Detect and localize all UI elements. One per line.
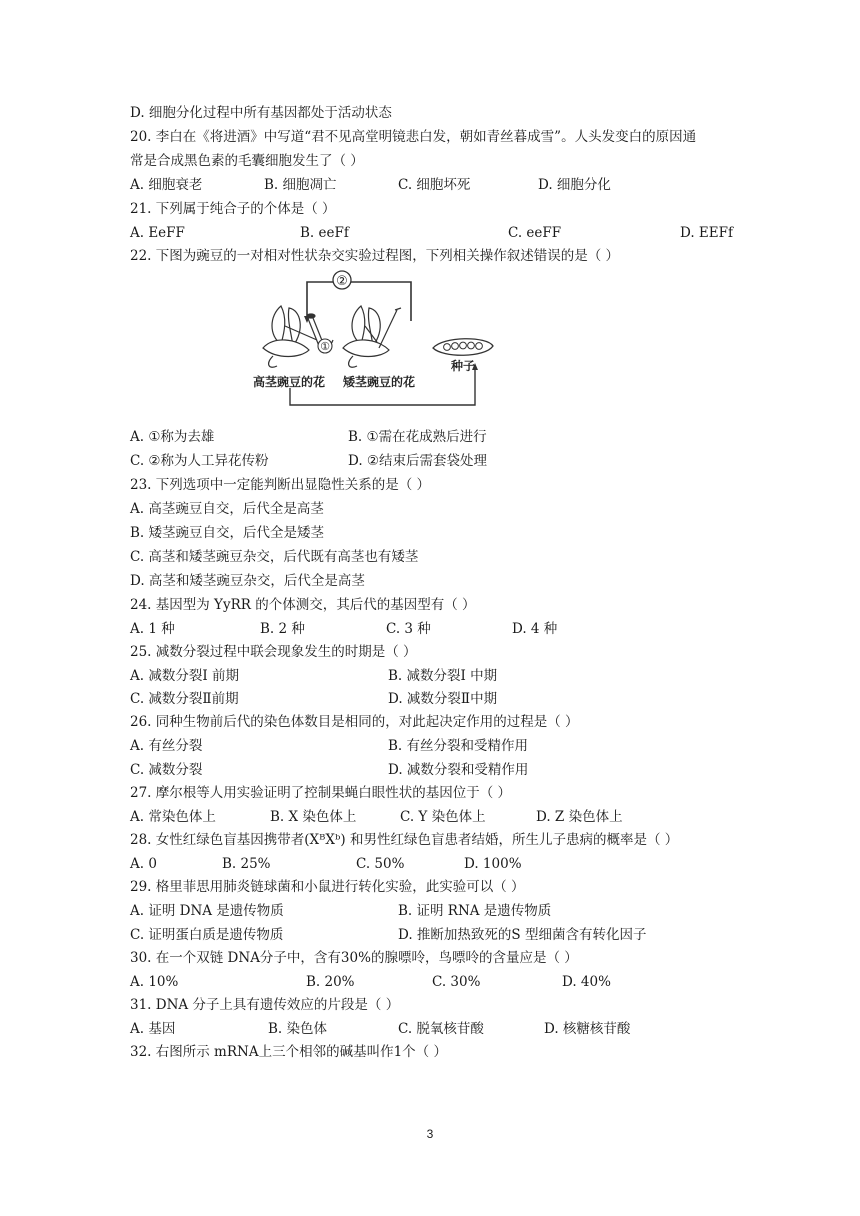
option: C. 高茎和矮茎豌豆杂交，后代既有高茎也有矮茎 bbox=[130, 549, 419, 565]
option: D. 减数分裂和受精作用 bbox=[388, 762, 529, 778]
question-30: 30. 在一个双链 DNA分子中，含有30%的腺嘌呤，鸟嘌呤的含量应是（ ） bbox=[130, 950, 578, 966]
option: B. 25% bbox=[222, 856, 271, 872]
question-25: 25. 减数分裂过程中联会现象发生的时期是（ ） bbox=[130, 644, 417, 660]
question-29: 29. 格里菲思用肺炎链球菌和小鼠进行转化实验，此实验可以（ ） bbox=[130, 879, 525, 895]
option: B. X 染色体上 bbox=[270, 809, 357, 825]
option: D. 减数分裂Ⅱ中期 bbox=[388, 691, 498, 707]
option: A. 证明 DNA 是遗传物质 bbox=[130, 903, 284, 919]
option: A. ①称为去雄 bbox=[130, 429, 215, 445]
option: D. Z 染色体上 bbox=[536, 809, 623, 825]
option: B. 2 种 bbox=[260, 621, 305, 637]
option: B. 细胞凋亡 bbox=[264, 177, 337, 193]
option: A. 0 bbox=[130, 856, 157, 872]
option: C. 3 种 bbox=[386, 621, 431, 637]
question-32: 32. 右图所示 mRNA上三个相邻的碱基叫作1个（ ） bbox=[130, 1044, 447, 1060]
option: D. 4 种 bbox=[512, 621, 558, 637]
option: C. 细胞坏死 bbox=[398, 177, 471, 193]
option: D. 细胞分化 bbox=[538, 177, 611, 193]
option: D. ②结束后需套袋处理 bbox=[348, 453, 488, 469]
option: A. 基因 bbox=[130, 1021, 176, 1037]
option: A. 有丝分裂 bbox=[130, 738, 203, 754]
option: C. 30% bbox=[432, 974, 481, 990]
question-20: 20. 李白在《将进酒》中写道“君不见高堂明镜悲白发，朝如青丝暮成雪”。人头发变白的原因通 bbox=[130, 129, 697, 145]
option: B. eeFf bbox=[300, 225, 349, 241]
tall-flower-label: 高茎豌豆的花 bbox=[253, 375, 326, 389]
question-27: 27. 摩尔根等人用实验证明了控制果蝇白眼性状的基因位于（ ） bbox=[130, 785, 512, 801]
option: D. EEFf bbox=[680, 225, 733, 241]
tall-pea-flower-drawing bbox=[263, 306, 333, 367]
question-21: 21. 下列属于纯合子的个体是（ ） bbox=[130, 201, 336, 217]
seed-pod-drawing bbox=[433, 339, 493, 356]
option: C. 50% bbox=[356, 856, 405, 872]
option: A. 1 种 bbox=[130, 621, 175, 637]
option: B. 证明 RNA 是遗传物质 bbox=[398, 903, 552, 919]
option: A. EeFF bbox=[130, 225, 185, 241]
option: C. 减数分裂Ⅱ前期 bbox=[130, 691, 239, 707]
option: D. 40% bbox=[562, 974, 611, 990]
step-1-mark: ① bbox=[320, 340, 330, 353]
option: D. 推断加热致死的S 型细菌含有转化因子 bbox=[398, 927, 647, 943]
option: B. ①需在花成熟后进行 bbox=[348, 429, 487, 445]
step-2-mark: ② bbox=[336, 274, 348, 289]
pea-cross-figure bbox=[245, 266, 495, 412]
option: B. 减数分裂Ⅰ 中期 bbox=[388, 668, 498, 684]
option: C. 证明蛋白质是遗传物质 bbox=[130, 927, 284, 943]
option: A. 减数分裂Ⅰ 前期 bbox=[130, 668, 239, 684]
question-22: 22. 下图为豌豆的一对相对性状杂交实验过程图，下列相关操作叙述错误的是（ ） bbox=[130, 248, 620, 264]
question-24: 24. 基因型为 YyRR 的个体测交，其后代的基因型有（ ） bbox=[130, 597, 476, 613]
question-23: 23. 下列选项中一定能判断出显隐性关系的是（ ） bbox=[130, 477, 431, 493]
option: C. Y 染色体上 bbox=[400, 809, 486, 825]
option: A. 细胞衰老 bbox=[130, 177, 203, 193]
short-flower-label: 矮茎豌豆的花 bbox=[343, 375, 416, 389]
page-number: 3 bbox=[426, 1127, 434, 1141]
option: A. 10% bbox=[130, 974, 179, 990]
question-20-cont: 常是合成黑色素的毛囊细胞发生了（ ） bbox=[130, 153, 364, 169]
option: D. 核糖核苷酸 bbox=[544, 1021, 631, 1037]
short-pea-flower-drawing bbox=[343, 306, 401, 367]
option: D. 100% bbox=[464, 856, 522, 872]
option: C. 减数分裂 bbox=[130, 762, 203, 778]
option: D. 高茎和矮茎豌豆杂交，后代全是高茎 bbox=[130, 573, 365, 589]
option: C. ②称为人工异花传粉 bbox=[130, 453, 269, 469]
option: C. 脱氧核苷酸 bbox=[398, 1021, 484, 1037]
option: B. 20% bbox=[306, 974, 355, 990]
question-26: 26. 同种生物前后代的染色体数目是相同的，对此起决定作用的过程是（ ） bbox=[130, 714, 579, 730]
option: A. 常染色体上 bbox=[130, 809, 216, 825]
seed-label: 种子 bbox=[451, 359, 476, 373]
option: C. eeFF bbox=[508, 225, 562, 241]
option: B. 有丝分裂和受精作用 bbox=[388, 738, 529, 754]
option: B. 染色体 bbox=[268, 1021, 328, 1037]
option: A. 高茎豌豆自交，后代全是高茎 bbox=[130, 501, 324, 517]
question-28: 28. 女性红绿色盲基因携带者(XᴮXᵇ) 和男性红绿色盲患者结婚，所生儿子患病的概率是（ ） bbox=[130, 832, 679, 848]
option-line: D. 细胞分化过程中所有基因都处于活动状态 bbox=[130, 105, 392, 121]
question-31: 31. DNA 分子上具有遗传效应的片段是（ ） bbox=[130, 997, 400, 1013]
option: B. 矮茎豌豆自交，后代全是矮茎 bbox=[130, 525, 325, 541]
